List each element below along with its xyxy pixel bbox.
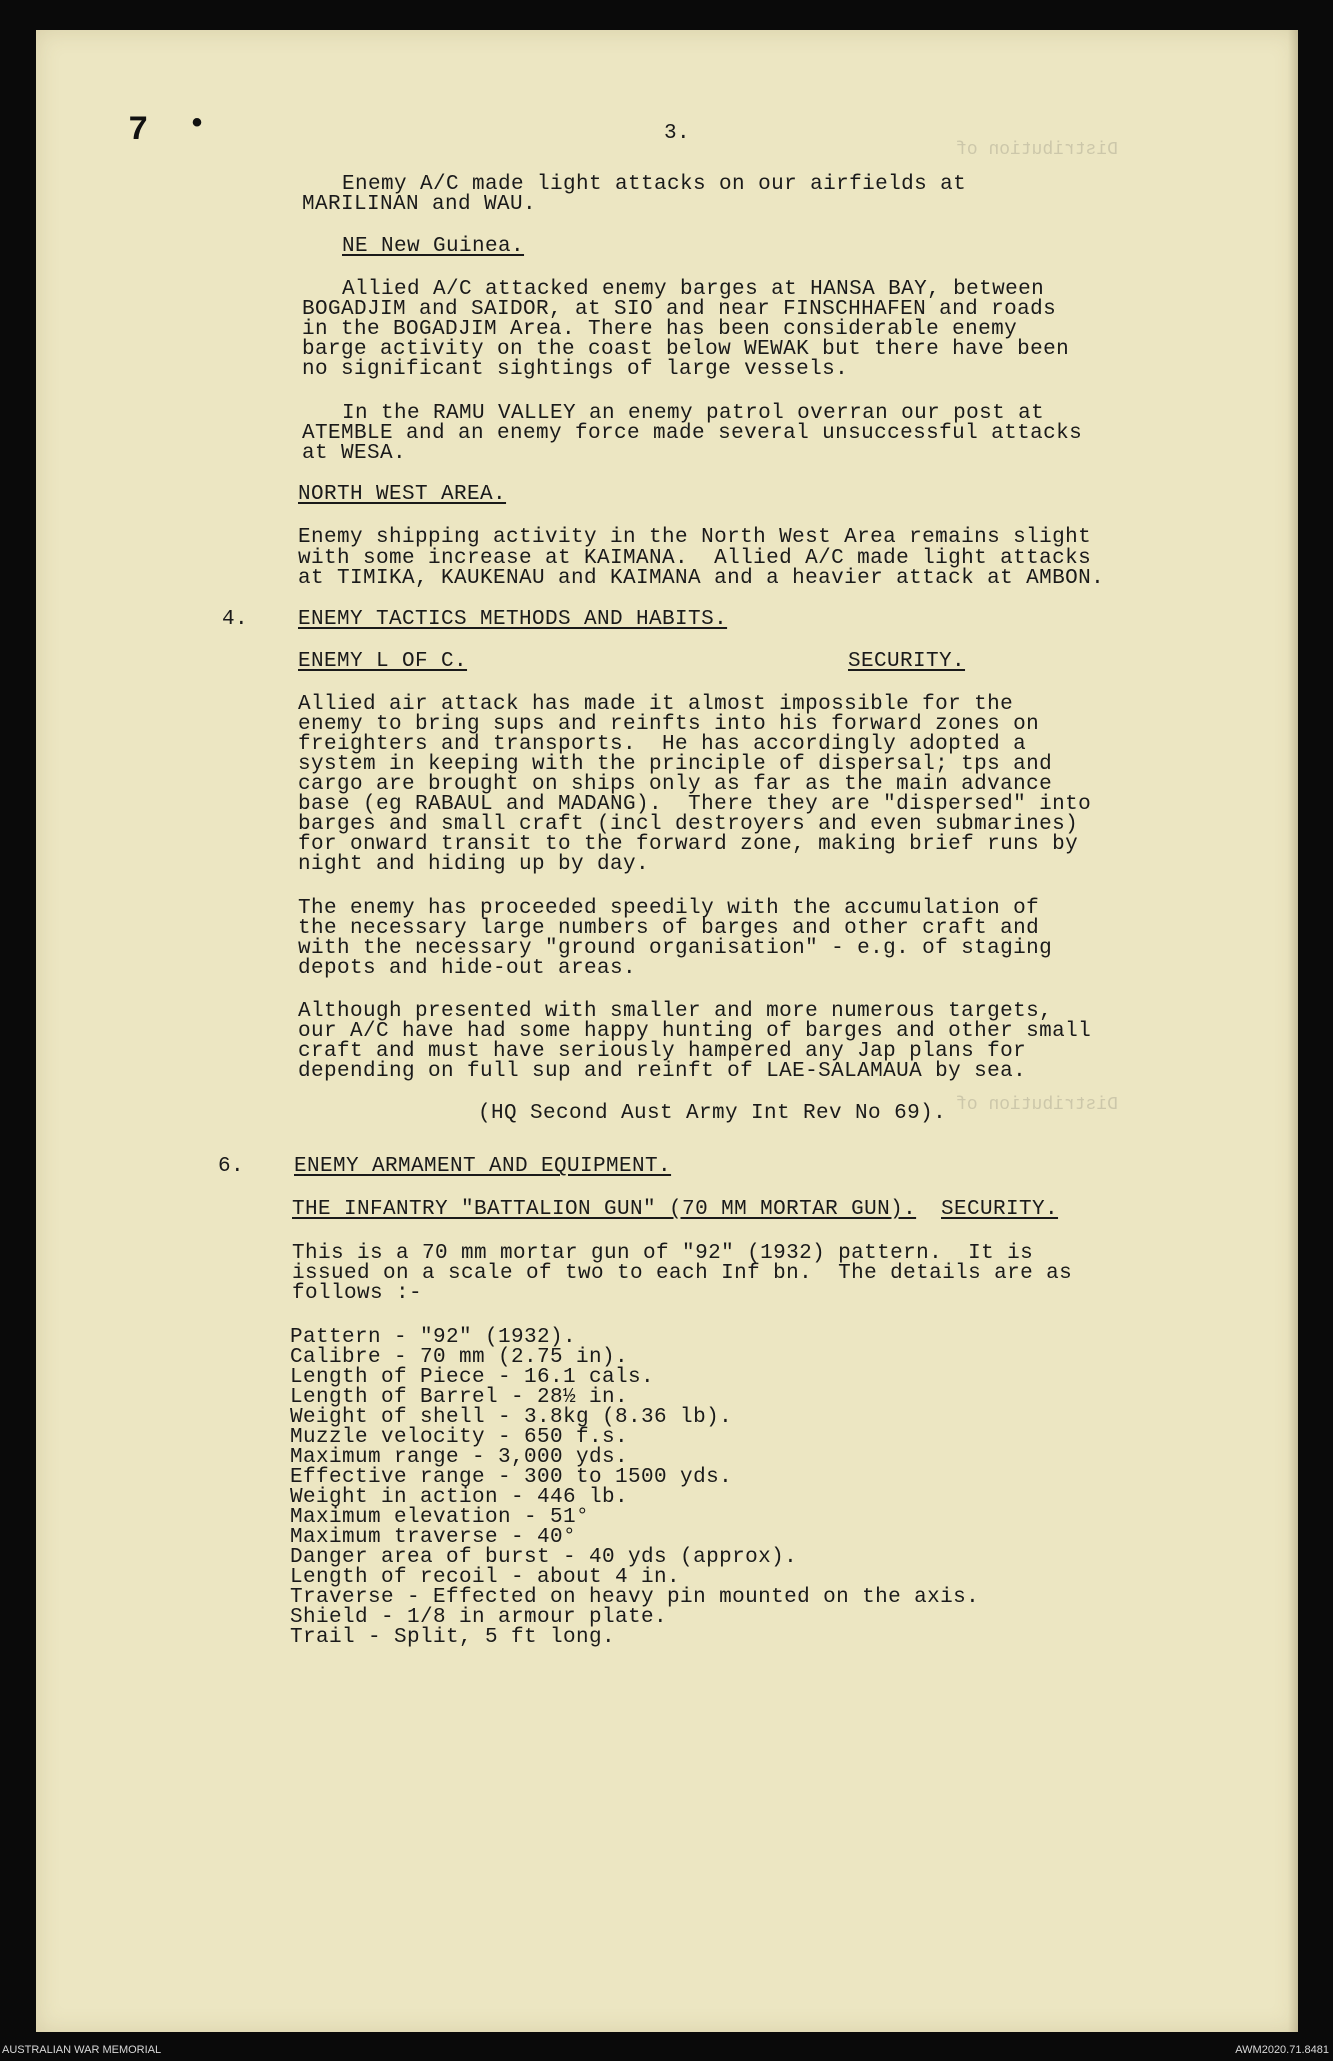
sec4-para2-line: the necessary large numbers of barges and other craft and — [298, 917, 1040, 940]
security-label: SECURITY. — [848, 650, 966, 673]
show-through-text: Distribution of — [956, 140, 1119, 160]
ne-para1-line: barge activity on the coast below WEWAK but there have been — [302, 338, 1070, 361]
sec4-para2-line: with the necessary "ground organisation" - e.g. of staging — [298, 937, 1053, 960]
sec4-para3-line: our A/C have had some happy hunting of barges and other small — [298, 1020, 1092, 1043]
spec-line: Length of Piece - 16.1 cals. — [290, 1366, 655, 1389]
sec6-intro-line: follows :- — [292, 1282, 423, 1305]
spec-line: Weight in action - 446 lb. — [290, 1486, 629, 1509]
show-through-text: Distribution of — [956, 1095, 1119, 1115]
enemy-l-of-c-heading: ENEMY L OF C. — [298, 650, 468, 673]
document-page — [36, 30, 1298, 2032]
sec4-para1-line: barges and small craft (incl destroyers and even submarines) — [298, 813, 1079, 836]
spec-line: Maximum traverse - 40° — [290, 1526, 577, 1549]
footer-accession-number: AWM2020.71.8481 — [1235, 2044, 1329, 2056]
spec-line: Maximum elevation - 51° — [290, 1506, 590, 1529]
sec6-intro-line: This is a 70 mm mortar gun of "92" (1932) pattern. It is — [292, 1242, 1034, 1265]
sec4-para1-line: for onward transit to the forward zone, making brief runs by — [298, 833, 1079, 856]
handwritten-mark: 7 — [128, 112, 149, 150]
source-reference: (HQ Second Aust Army Int Rev No 69). — [478, 1102, 947, 1125]
battalion-gun-heading: THE INFANTRY "BATTALION GUN" (70 MM MORTAR GUN). — [292, 1198, 917, 1221]
ne-para1-line: BOGADJIM and SAIDOR, at SIO and near FINSCHHAFEN and roads — [302, 298, 1057, 321]
sec4-para2-line: The enemy has proceeded speedily with the accumulation of — [298, 897, 1040, 920]
nwa-para-line: Enemy shipping activity in the North West Area remains slight — [298, 526, 1092, 549]
spec-line: Weight of shell - 3.8kg (8.36 lb). — [290, 1406, 733, 1429]
spec-line: Effective range - 300 to 1500 yds. — [290, 1466, 733, 1489]
sec4-para3-line: depending on full sup and reinft of LAE-SALAMAUA by sea. — [298, 1060, 1027, 1083]
footer-institution: AUSTRALIAN WAR MEMORIAL — [2, 2044, 162, 2056]
sec4-para1-line: base (eg RABAUL and MADANG). There they are "dispersed" into — [298, 793, 1092, 816]
ne-para1-line: no significant sightings of large vessels. — [302, 358, 849, 381]
spec-line: Calibre - 70 mm (2.75 in). — [290, 1346, 629, 1369]
airfields-line-1: Enemy A/C made light attacks on our airfields at — [342, 173, 967, 196]
spec-line: Danger area of burst - 40 yds (approx). — [290, 1546, 798, 1569]
section-4-heading: ENEMY TACTICS METHODS AND HABITS. — [298, 608, 728, 631]
north-west-area-heading: NORTH WEST AREA. — [298, 483, 507, 506]
spec-line: Maximum range - 3,000 yds. — [290, 1446, 629, 1469]
sec4-para1-line: enemy to bring sups and reinfts into his forward zones on — [298, 713, 1040, 736]
sec4-para1-line: cargo are brought on ships only as far as the main advance — [298, 773, 1053, 796]
section-6-number: 6. — [218, 1155, 245, 1178]
spec-line: Pattern - "92" (1932). — [290, 1326, 577, 1349]
spec-line: Length of Barrel - 28½ in. — [290, 1386, 629, 1409]
nwa-para-line: at TIMIKA, KAUKENAU and KAIMANA and a heavier attack at AMBON. — [298, 567, 1105, 590]
sec4-para1-line: night and hiding up by day. — [298, 853, 650, 876]
nwa-para-line: with some increase at KAIMANA. Allied A/C made light attacks — [298, 547, 1092, 570]
ne-para2-line: at WESA. — [302, 442, 407, 465]
ne-para1-line: in the BOGADJIM Area. There has been considerable enemy — [302, 318, 1018, 341]
security-label: SECURITY. — [941, 1198, 1059, 1221]
ne-para2-line: ATEMBLE and an enemy force made several unsuccessful attacks — [302, 422, 1083, 445]
section-6-heading: ENEMY ARMAMENT AND EQUIPMENT. — [294, 1155, 672, 1178]
sec4-para1-line: Allied air attack has made it almost impossible for the — [298, 693, 1014, 716]
ne-para2-line: In the RAMU VALLEY an enemy patrol overran our post at — [342, 402, 1045, 425]
section-4-number: 4. — [222, 608, 249, 631]
airfields-line-2: MARILINAN and WAU. — [302, 193, 537, 216]
sec4-para3-line: craft and must have seriously hampered any Jap plans for — [298, 1040, 1027, 1063]
sec6-intro-line: issued on a scale of two to each Inf bn. The details are as — [292, 1262, 1073, 1285]
sec4-para3-line: Although presented with smaller and more numerous targets, — [298, 1000, 1053, 1023]
spec-line: Length of recoil - about 4 in. — [290, 1566, 681, 1589]
page-number: 3. — [664, 122, 691, 145]
ne-para1-line: Allied A/C attacked enemy barges at HANSA BAY, between — [342, 278, 1045, 301]
spec-line: Shield - 1/8 in armour plate. — [290, 1606, 668, 1629]
ink-dot: • — [188, 108, 207, 142]
ne-new-guinea-heading: NE New Guinea. — [342, 235, 525, 258]
sec4-para2-line: depots and hide-out areas. — [298, 957, 637, 980]
sec4-para1-line: freighters and transports. He has accordingly adopted a — [298, 733, 1027, 756]
spec-line: Trail - Split, 5 ft long. — [290, 1626, 616, 1649]
spec-line: Muzzle velocity - 650 f.s. — [290, 1426, 629, 1449]
spec-line: Traverse - Effected on heavy pin mounted on the axis. — [290, 1586, 980, 1609]
sec4-para1-line: system in keeping with the principle of dispersal; tps and — [298, 753, 1053, 776]
